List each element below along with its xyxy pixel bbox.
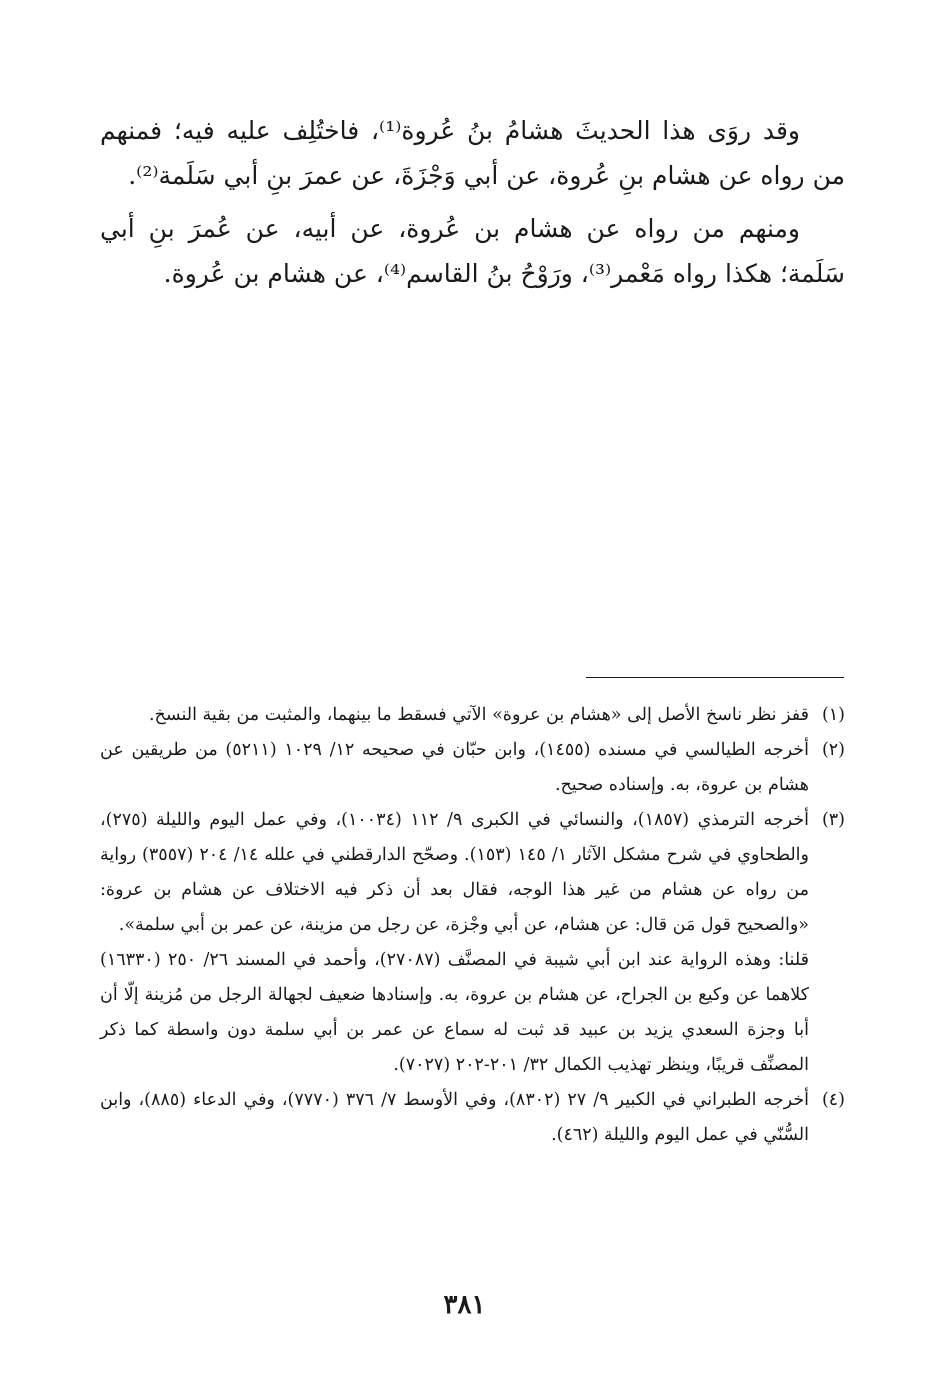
footnote-2 <box>100 733 845 803</box>
main-text <box>100 108 845 304</box>
main-paragraph: ومنهم من رواه عن هشام بن عُروة، عن أبيه، عن عُمرَ بنِ أبي سَلَمة؛ هكذا رواه مَعْمر⁽³⁾، ورَوْحُ بنُ القاسم⁽⁴⁾، عن هشام بن عُروة. <box>100 214 845 288</box>
footnote-1 <box>100 698 845 733</box>
footnote-3 <box>100 803 845 943</box>
footnote-3-continuation: قلنا: وهذه الرواية عند ابن أبي شيبة في المصنَّف (٢٧٠٨٧)، وأحمد في المسند ٢٦/ ٢٥٠ (١٦٣٣٠) كلاهما عن وكيع بن الجراح، عن هشام بن عروة، به. وإسنادها ضعيف لجهالة الرجل من مُزينة إلّا أن أبا وجزة السعدي يزيد بن عبيد قد ثبت له سماع عن عمر بن أبي سلمة دون واسطة كما ذكر المصنِّف قريبًا، وينظر تهذيب الكمال ٣٢/ ٢٠١-٢٠٢ (٧٠٢٧). <box>100 950 810 1075</box>
footnote-divider <box>586 677 844 678</box>
footnote-text: قفز نظر ناسخ الأصل إلى «هشام بن عروة» الآتي فسقط ما بينهما، والمثبت من بقية النسخ. <box>148 705 809 725</box>
footnote-text: أخرجه الطيالسي في مسنده (١٤٥٥)، وابن حبّان في صحيحه ١٢/ ١٠٢٩ (٥٢١١) من طريقين عن هشام بن عروة، به. وإسناده صحيح. <box>100 740 809 795</box>
footnote-text: أخرجه الترمذي (١٨٥٧)، والنسائي في الكبرى ٩/ ١١٢ (١٠٠٣٤)، وفي عمل اليوم والليلة (٢٧٥)، والطحاوي في شرح مشكل الآثار ١/ ١٤٥ (١٥٣). وصحّح الدارقطني في علله ١٤/ ٢٠٤ (٣٥٥٧) رواية من رواه عن هشام من غير هذا الوجه، فقال بعد أن ذكر فيه الاختلاف عن هشام بن عروة: «والصحيح قول مَن قال: عن هشام، عن أبي وجْزة، عن رجل من مزينة، عن عمر بن أبي سلمة». <box>100 810 809 935</box>
footnote-number: (٤) <box>821 1090 845 1110</box>
footnote-number: (١) <box>821 705 845 725</box>
footnote-number: (٣) <box>821 810 845 830</box>
page-number: ٣٨١ <box>443 1290 486 1320</box>
footnote-number: (٢) <box>821 740 845 760</box>
footnotes <box>100 698 845 1153</box>
footnote-text: أخرجه الطبراني في الكبير ٩/ ٢٧ (٨٣٠٢)، وفي الأوسط ٧/ ٣٧٦ (٧٧٧٠)، وفي الدعاء (٨٨٥)، وابن السُّنّي في عمل اليوم والليلة (٤٦٢). <box>100 1090 810 1145</box>
main-paragraph: وقد روَى هذا الحديثَ هشامُ بنُ عُروة⁽¹⁾، فاختُلِف عليه فيه؛ فمنهم من رواه عن هشام بنِ عُروة، عن أبي وَجْزَةَ، عن عمرَ بنِ أبي سَلَمة⁽²⁾. <box>100 116 845 190</box>
footnote-4 <box>100 1083 845 1153</box>
